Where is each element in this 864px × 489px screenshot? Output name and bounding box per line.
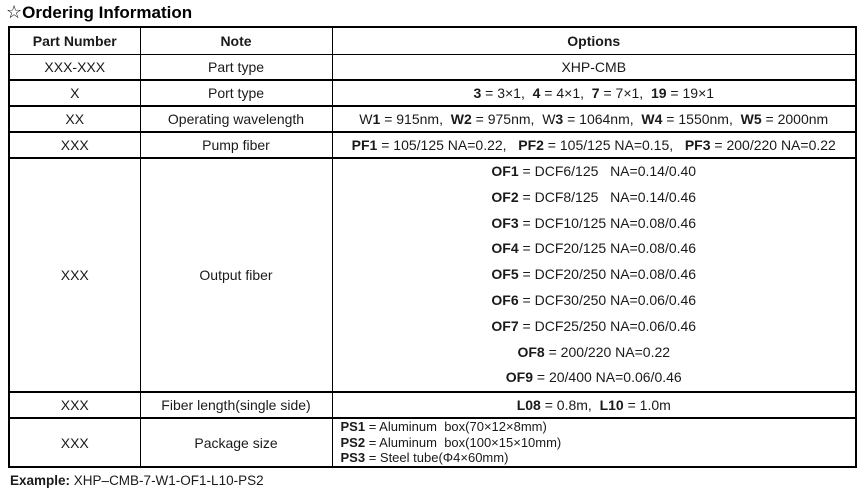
option-code: OF5 [491, 266, 519, 283]
col-header-options: Options [332, 27, 856, 54]
option-code: PF1 [351, 137, 378, 153]
page [0, 2, 864, 489]
option-text: = DCF20/125 NA=0.08/0.46 [518, 240, 697, 257]
page-title [6, 2, 864, 23]
option-code: L08 [516, 397, 541, 414]
options-line [333, 365, 856, 391]
part-number-cell: X [9, 80, 140, 106]
option-text: W [542, 111, 556, 127]
option-code: OF3 [491, 214, 519, 231]
col-header-note: Note [140, 27, 332, 54]
option-code: PF2 [518, 137, 544, 153]
table-row-package-size [9, 418, 856, 467]
options-line [341, 419, 856, 435]
table-row-part-type [9, 54, 856, 80]
options-line [333, 395, 856, 415]
options-line [333, 314, 856, 340]
example-line [10, 473, 864, 489]
example-value: XHP–CMB-7-W1-OF1-L10-PS2 [73, 473, 264, 489]
option-code: PF3 [684, 137, 711, 153]
option-code: 3 [555, 111, 564, 127]
option-code: W5 [740, 111, 762, 127]
option-text: = 105/125 NA=0.22, [377, 137, 519, 153]
option-code: W2 [450, 111, 472, 127]
option-text: = 915nm, [380, 111, 451, 127]
option-code: PS2 [340, 434, 366, 450]
option-text: XHP-CMB [561, 58, 627, 75]
table-row-pump-fiber [9, 132, 856, 158]
option-text: = 3×1, [481, 85, 533, 101]
option-code: PS1 [340, 419, 366, 435]
option-text: = 4×1, [540, 85, 592, 101]
note-cell: Port type [140, 80, 332, 106]
part-number-cell: XXX [9, 418, 140, 467]
options-cell [332, 158, 856, 392]
table-row-output-fiber [9, 158, 856, 392]
option-text: = 200/220 NA=0.22 [544, 343, 671, 360]
option-text: = 20/400 NA=0.06/0.46 [533, 369, 682, 386]
option-code: OF9 [505, 369, 534, 386]
option-code: 1 [372, 111, 381, 127]
part-number-cell: XXX [9, 392, 140, 418]
note-cell: Fiber length(single side) [140, 392, 332, 418]
example-label: Example: [10, 473, 71, 489]
note-cell: Output fiber [140, 158, 332, 392]
page-title-text: Ordering Information [22, 3, 193, 22]
options-line [333, 288, 856, 314]
options-line [333, 83, 856, 103]
options-cell [332, 418, 856, 467]
options-line [333, 159, 856, 185]
option-text: = 1.0m [623, 397, 671, 414]
option-code: OF7 [491, 317, 519, 334]
options-line [333, 57, 856, 77]
option-text: = DCF20/250 NA=0.08/0.46 [518, 266, 697, 283]
options-line [333, 109, 856, 129]
option-code: 19 [650, 85, 667, 101]
note-cell: Part type [140, 54, 332, 80]
option-text: = 2000nm [761, 111, 829, 127]
option-text: = 1550nm, [662, 111, 741, 127]
options-line [333, 262, 856, 288]
option-code: 3 [473, 85, 482, 101]
options-cell [332, 392, 856, 418]
part-number-cell: XX [9, 106, 140, 132]
table-row-operating-wavelength [9, 106, 856, 132]
option-code: 7 [591, 85, 600, 101]
options-line [333, 236, 856, 262]
option-text: = DCF8/125 NA=0.14/0.46 [518, 188, 697, 205]
option-text: = 0.8m, [540, 397, 600, 414]
part-number-cell: XXX-XXX [9, 54, 140, 80]
option-text: = DCF30/250 NA=0.06/0.46 [518, 291, 697, 308]
star-icon: ☆ [6, 2, 23, 22]
note-cell: Package size [140, 418, 332, 467]
option-text: = 7×1, [599, 85, 651, 101]
col-header-part-number: Part Number [9, 27, 140, 54]
option-text: = DCF10/125 NA=0.08/0.46 [518, 214, 697, 231]
options-cell [332, 54, 856, 80]
options-cell [332, 106, 856, 132]
options-line [341, 435, 856, 451]
option-text: = Steel tube(Φ4×60mm) [365, 450, 509, 466]
part-number-cell: XXX [9, 158, 140, 392]
option-text: = 1064nm, [563, 111, 642, 127]
options-line [333, 185, 856, 211]
option-code: OF1 [491, 163, 519, 179]
option-code: OF6 [491, 291, 519, 308]
note-cell: Pump fiber [140, 132, 332, 158]
option-text: = 200/220 NA=0.22 [710, 137, 836, 153]
options-line [333, 135, 856, 155]
option-text: = DCF25/250 NA=0.06/0.46 [518, 317, 697, 334]
options-line [333, 340, 856, 366]
option-code: PS3 [340, 450, 366, 466]
option-code: W4 [641, 111, 663, 127]
table-row-port-type [9, 80, 856, 106]
header-row [9, 27, 856, 54]
option-code: 4 [532, 85, 541, 101]
note-cell: Operating wavelength [140, 106, 332, 132]
options-cell [332, 132, 856, 158]
option-text: = 19×1 [666, 85, 715, 101]
option-code: OF8 [517, 343, 545, 360]
option-text: = 105/125 NA=0.15, [543, 137, 685, 153]
options-cell [332, 80, 856, 106]
table-row-fiber-length [9, 392, 856, 418]
option-code: L10 [599, 397, 624, 414]
options-line [341, 450, 856, 466]
option-text: = Aluminum box(70×12×8mm) [365, 419, 547, 435]
part-number-cell: XXX [9, 132, 140, 158]
ordering-information-table [8, 26, 857, 468]
option-code: OF4 [491, 240, 519, 257]
option-text: = DCF6/125 NA=0.14/0.40 [518, 163, 697, 179]
option-text: = Aluminum box(100×15×10mm) [365, 434, 562, 450]
option-text: = 975nm, [471, 111, 543, 127]
options-line [333, 211, 856, 237]
option-text: W [359, 111, 373, 127]
option-code: OF2 [491, 188, 519, 205]
